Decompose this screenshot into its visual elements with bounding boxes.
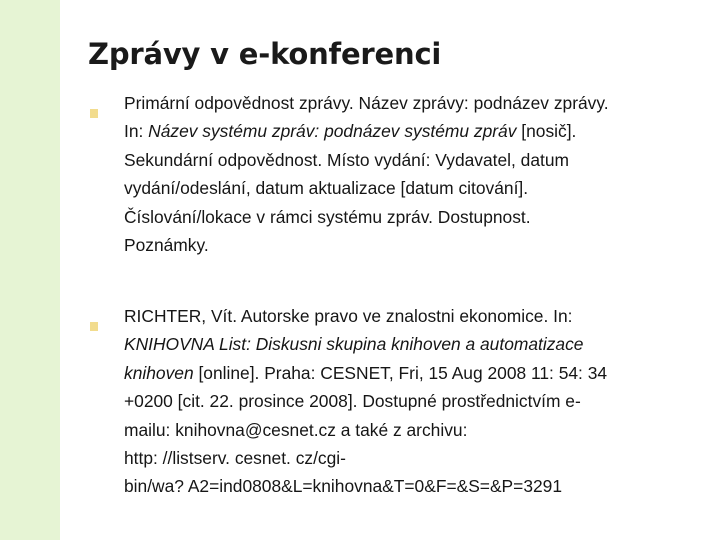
citation-example-paragraph	[124, 302, 704, 501]
text-segment: [nosič].	[516, 121, 577, 142]
text-segment: Číslování/lokace v rámci systému zpráv. Dostupnost.	[124, 206, 531, 227]
text-segment: Primární odpovědnost zprávy. Název zprávy: podnázev zprávy.	[124, 93, 609, 113]
text-segment: Název systému zpráv: podnázev systému zpráv	[148, 121, 517, 142]
text-segment: Sekundární odpovědnost. Místo vydání: Vydavatel, datum	[124, 149, 570, 170]
text-segment: mailu: knihovna@cesnet.cz a také z archivu:	[124, 419, 468, 440]
text-segment: http: //listserv. cesnet. cz/cgi-	[124, 448, 346, 469]
text-segment: [online]. Praha: CESNET, Fri, 15 Aug 2008 11: 54: 34	[193, 362, 608, 383]
square-bullet-icon	[90, 322, 98, 331]
citation-template-paragraph	[124, 89, 704, 259]
text-segment: vydání/odeslání, datum aktualizace [datum citování].	[124, 178, 529, 199]
text-segment: knihoven	[124, 362, 194, 383]
text-segment: +0200 [cit. 22. prosince 2008]. Dostupné prostřednictvím e-	[124, 391, 581, 412]
text-segment: bin/wa? A2=ind0808&L=knihovna&T=0&F=&S=&P=3291	[124, 476, 563, 497]
slide-title: Zprávy v e-konferenci	[88, 37, 442, 71]
text-segment: KNIHOVNA List: Diskusni skupina knihoven a automatizace	[124, 334, 584, 355]
decorative-side-strip	[0, 0, 60, 540]
text-segment: RICHTER, Vít. Autorske pravo ve znalostni ekonomice. In:	[124, 306, 573, 326]
text-segment: Poznámky.	[124, 235, 209, 256]
text-segment: In:	[124, 121, 149, 142]
slide-content	[60, 0, 720, 540]
square-bullet-icon	[90, 109, 98, 118]
